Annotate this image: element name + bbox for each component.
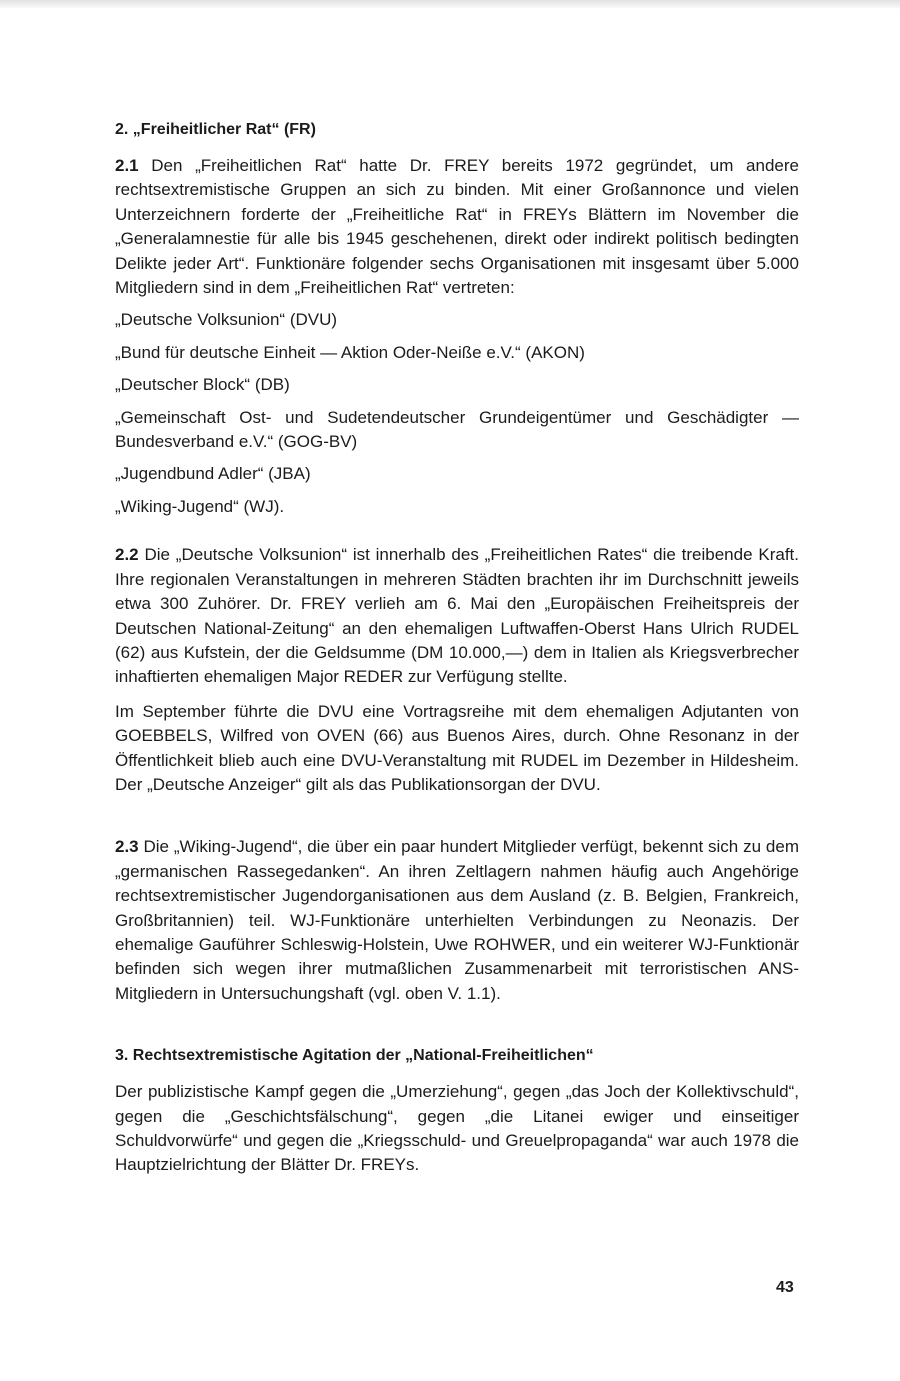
paragraph-text: Die „Wiking-Jugend“, die über ein paar hundert Mitglieder verfügt, bekennt sich zu dem „germanischen Rassegedanken“. An ihren Zeltlagern nahmen häufig auch Angehörige rechtsextremistischer Jugendorganisationen aus dem Ausland (z. B. Belgien, Frankreich, Großbritannien) teil. WJ-Funktionäre unterhielten Verbindungen zu Neonazis. Der ehemalige Gauführer Schleswig-Holstein, Uwe ROHWER, und ein weiterer WJ-Funktionär befinden sich wegen ihrer mutmaßlichen Zusammenarbeit mit terroristischen ANS-Mitgliedern in Untersuchungshaft (vgl. oben V. 1.1). xyxy=(115,837,799,1003)
paragraph-2-3 xyxy=(115,835,799,1006)
document-page xyxy=(115,118,799,1178)
paragraph-2-1 xyxy=(115,154,799,300)
organization-list xyxy=(115,308,799,519)
list-item: „Jugendbund Adler“ (JBA) xyxy=(115,464,311,484)
paragraph-2-2-continued: Im September führte die DVU eine Vortragsreihe mit dem ehemaligen Adjutanten von GOEBBELS, Wilfred von OVEN (66) aus Buenos Aires, durch. Ohne Resonanz in der Öffentlichkeit blieb auch eine DVU-Veranstaltung mit RUDEL im Dezember in Hildesheim. Der „Deutsche Anzeiger“ gilt als das Publikationsorgan der DVU. xyxy=(115,701,799,794)
paragraph-2-2 xyxy=(115,543,799,689)
paragraph-number: 2.2 xyxy=(115,545,139,565)
scan-top-edge xyxy=(0,0,900,9)
section-heading-3: 3. Rechtsextremistische Agitation der „National-Freiheitlichen“ xyxy=(115,1047,594,1065)
page-number: 43 xyxy=(776,1279,794,1296)
section-heading-2: 2. „Freiheitlicher Rat“ (FR) xyxy=(115,121,316,138)
paragraph-text: Die „Deutsche Volksunion“ ist innerhalb des „Freiheitlichen Rates“ die treibende Kraft. Ihre regionalen Veranstaltungen in mehreren Städten brachten ihr im Durchschnitt jeweils etwa 300 Zuhörer. Dr. FREY verlieh am 6. Mai den „Europäischen Freiheitspreis der Deutschen National-Zeitung“ an den ehemaligen Luftwaffen-Oberst Hans Ulrich RUDEL (62) aus Kufstein, der die Geldsumme (DM 10.000,—) dem in Italien als Kriegsverbrecher inhaftierten ehemaligen Major REDER zur Verfügung stellte. xyxy=(115,545,799,687)
paragraph-number: 2.3 xyxy=(115,837,139,857)
list-item: „Gemeinschaft Ost- und Sudetendeutscher Grundeigentümer und Geschädigter — Bundesverband e.V.“ (GOG-BV) xyxy=(115,407,799,452)
list-item: „Bund für deutsche Einheit — Aktion Oder-Neiße e.V.“ (AKON) xyxy=(115,342,585,362)
list-item: „Wiking-Jugend“ (WJ). xyxy=(115,496,285,516)
paragraph-number: 2.1 xyxy=(115,156,139,175)
paragraph-3-1: Der publizistische Kampf gegen die „Umerziehung“, gegen „das Joch der Kollektivschuld“, gegen die „Geschichtsfälschung“, gegen „die Litanei ewiger und einseitiger Schuldvorwürfe“ und gegen die „Kriegsschuld- und Greuelpropaganda“ war auch 1978 die Hauptzielrichtung der Blätter Dr. FREYs. xyxy=(115,1082,799,1175)
paragraph-text: Den „Freiheitlichen Rat“ hatte Dr. FREY bereits 1972 gegründet, um andere rechtsextremistische Gruppen an sich zu binden. Mit einer Großannonce und vielen Unterzeichnern forderte der „Freiheitliche Rat“ in FREYs Blättern im November die „Generalamnestie für alle bis 1945 geschehenen, direkt oder indirekt politisch bedingten Delikte jeder Art“. Funktionäre folgender sechs Organisationen mit insgesamt über 5.000 Mitgliedern sind in dem „Freiheitlichen Rat“ vertreten: xyxy=(115,156,799,298)
list-item: „Deutscher Block“ (DB) xyxy=(115,375,290,395)
list-item: „Deutsche Volksunion“ (DVU) xyxy=(115,310,338,330)
